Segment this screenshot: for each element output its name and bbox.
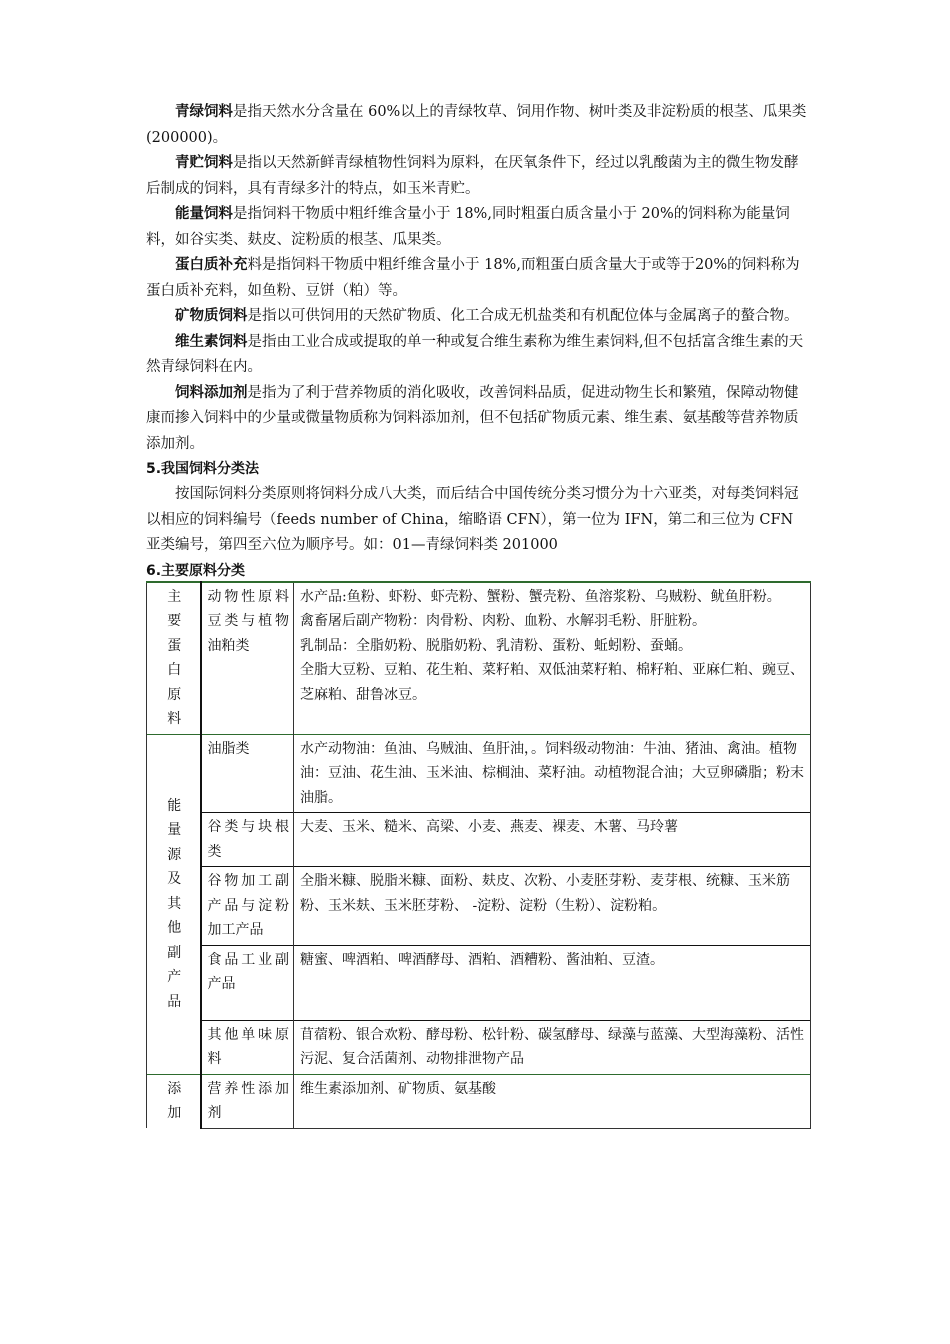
term: 青绿饲料 [175,104,233,120]
category-cell [147,582,201,735]
subcategory-cell: 谷类与块根类 [201,813,294,867]
definition-text: 是指饲料干物质中粗纤维含量小于 18%,同时粗蛋白质含量小于 20%的饲料称为能量饲料，如谷实类、麸皮、淀粉质的根茎、瓜果类。 [146,206,790,248]
items-cell: 糖蜜、啤酒粕、啤酒酵母、酒粕、酒糟粉、酱油粕、豆渣。 [294,945,811,1020]
subcategory-label: 油粕类 [207,637,250,654]
items-cell: 苜蓿粉、银合欢粉、酵母粉、松针粉、碳氢酵母、绿藻与蓝藻、大型海藻粉、活性污泥、复合活菌剂、动物排泄物产品 [294,1020,811,1074]
definition-paragraph [146,100,810,151]
term: 青贮饲料 [175,155,233,171]
items-cell [294,582,811,735]
definition-text: 是指以天然新鲜青绿植物性饲料为原料，在厌氧条件下，经过以乳酸菌为主的微生物发酵后制成的饲料，具有青绿多汁的特点，如玉米青贮。 [146,155,799,197]
table-row [147,1074,811,1128]
definition-paragraph [146,304,810,330]
table-row [147,867,811,946]
item-text: 全脂大豆粉、豆粕、花生粕、菜籽粕、双低油菜籽粕、棉籽粕、亚麻仁粕、豌豆、芝麻粕、甜鲁冰豆。 [300,662,804,703]
definition-paragraph [146,253,810,304]
definition-paragraph [146,381,810,458]
table-row [147,582,811,735]
definition-text: 是指以可供饲用的天然矿物质、化工合成无机盐类和有机配位体与金属离子的螯合物。 [247,308,799,324]
subcategory-cell: 油脂类 [201,734,294,813]
subcategory-label: 豆类与植物 [207,613,289,629]
term: 饲料添加剂 [175,384,248,401]
classification-table [146,581,811,1129]
definition-text: 是指由工业合成或提取的单一种或复合维生素称为维生素饲料,但不包括富含维生素的天然青绿饲料在内。 [146,333,804,375]
definition-text: 料是指饲料干物质中粗纤维含量小于 18%,而粗蛋白质含量大于或等于20%的饲料称为蛋白质补充料，如鱼粉、豆饼（粕）等。 [146,257,800,299]
table-row [147,813,811,867]
section-heading: 5.我国饲料分类法 [146,461,260,477]
term: 蛋白质补充 [175,257,248,273]
category-label: 能量源及其他副产品 [167,797,182,1010]
section-heading: 6.主要原料分类 [146,562,246,579]
category-label: 添加 [167,1080,182,1121]
items-cell: 大麦、玉米、糙米、高梁、小麦、燕麦、裸麦、木薯、马玲薯 [294,813,811,867]
definition-text: 是指天然水分含量在 60%以上的青绿牧草、饲用作物、树叶类及非淀粉质的根茎、瓜果类(200000)。 [146,104,807,146]
definition-text: 是指为了利于营养物质的消化吸收，改善饲料品质，促进动物生长和繁殖，保障动物健康而掺入饲料中的少量或微量物质称为饲料添加剂，但不包括矿物质元素、维生素、氨基酸等营养物质添加剂。 [146,384,799,452]
term: 能量饲料 [175,206,233,222]
category-label: 主要蛋白原料 [167,588,182,727]
item-text: 禽畜屠后副产物粉：肉骨粉、肉粉、血粉、水解羽毛粉、肝脏粉。 [300,613,706,629]
item-text: 乳制品：全脂奶粉、脱脂奶粉、乳清粉、蛋粉、蚯蚓粉、蚕蛹。 [300,637,692,654]
table-row [147,1020,811,1074]
table-row [147,945,811,1020]
items-cell: 维生素添加剂、矿物质、氨基酸 [294,1074,811,1128]
definition-paragraph [146,330,810,381]
subcategory-label: 动物性原料 [207,588,289,605]
subcategory-cell: 其他单味原料 [201,1020,294,1074]
document-page [146,100,810,1129]
section-paragraph: 按国际饲料分类原则将饲料分成八大类，而后结合中国传统分类习惯分为十六亚类，对每类饲料冠以相应的饲料编号（feeds number of China，缩略语 CFN），第一位为 IFN，第二和三位为 CFN 亚类编号，第四至六位为顺序号。如：01—青绿饲料类 201000 [146,486,799,553]
subcategory-cell: 谷物加工副产品与淀粉加工产品 [201,867,294,946]
item-text: 水产品:鱼粉、虾粉、虾壳粉、蟹粉、蟹壳粉、鱼溶浆粉、乌贼粉、鱿鱼肝粉。 [300,588,781,605]
term: 维生素饲料 [175,333,248,350]
items-cell: 水产动物油：鱼油、乌贼油、鱼肝油，。饲料级动物油：牛油、猪油、禽油。植物油：豆油、花生油、玉米油、棕榈油、菜籽油。动植物混合油；大豆卵磷脂；粉末油脂。 [294,734,811,813]
items-cell: 全脂米糠、脱脂米糠、面粉、麸皮、次粉、小麦胚芽粉、麦芽根、统糠、玉米筋粉、玉米麸、玉米胚芽粉、 -淀粉、淀粉（生粉）、淀粉粕。 [294,867,811,946]
table-row [147,734,811,813]
definition-paragraph [146,202,810,253]
subcategory-cell [201,582,294,735]
subcategory-cell: 食品工业副产品 [201,945,294,1020]
subcategory-cell: 营养性添加剂 [201,1074,294,1128]
category-cell [147,1074,201,1128]
term: 矿物质饲料 [175,308,248,324]
definition-paragraph [146,151,810,202]
category-cell [147,734,201,1074]
